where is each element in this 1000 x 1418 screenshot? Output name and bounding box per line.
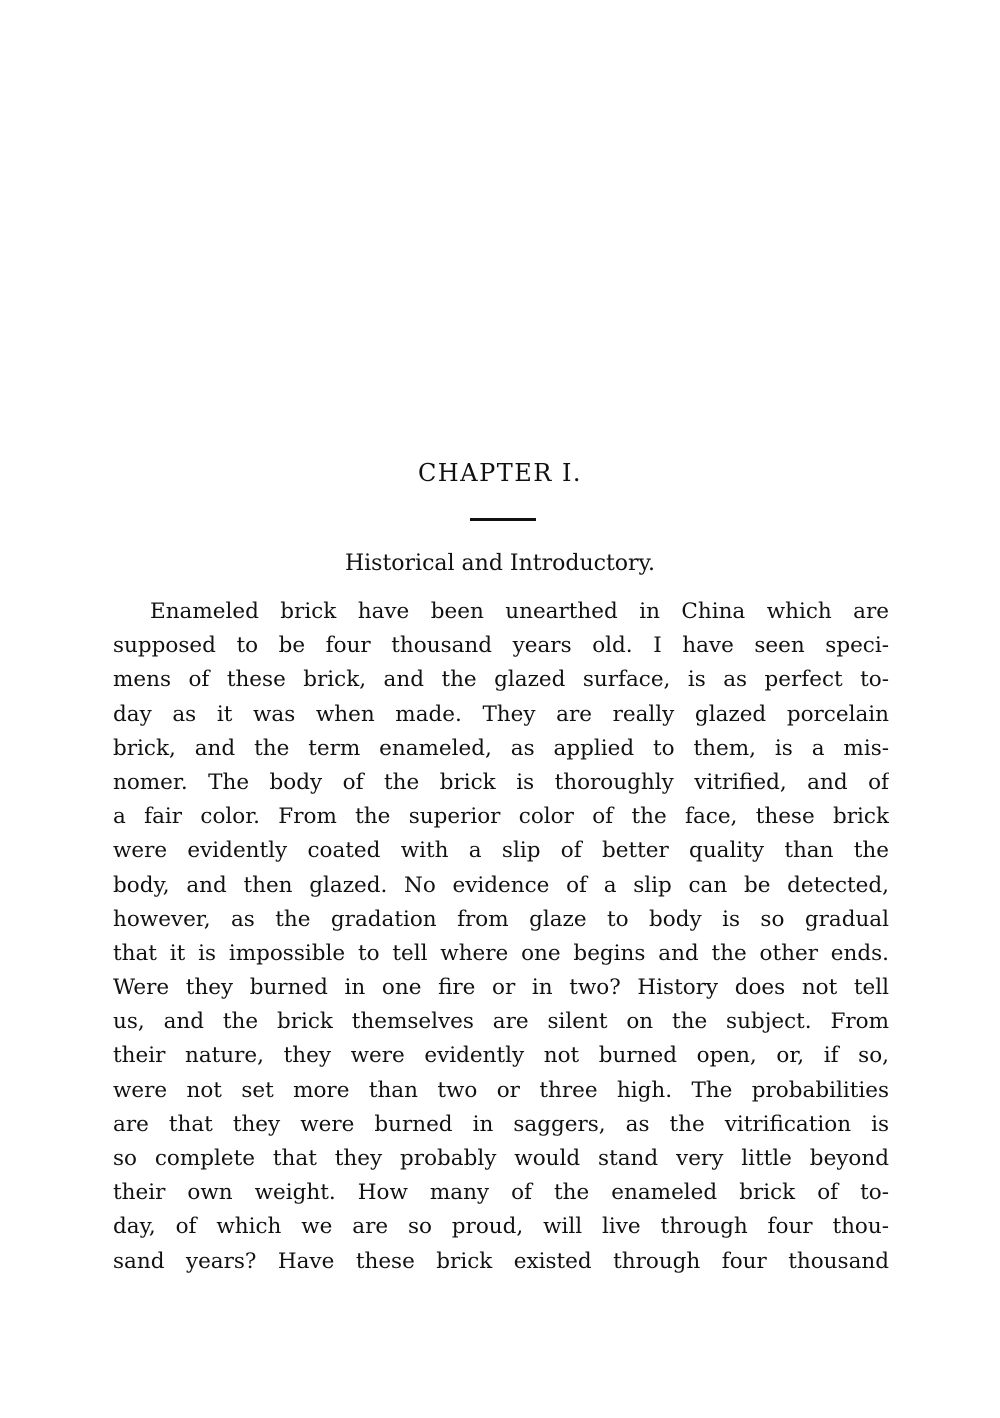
text-line: Were they burned in one fire or in two? History does not tell bbox=[113, 975, 889, 1001]
chapter-title: Historical and Introductory. bbox=[344, 551, 656, 576]
text-line: body, and then glazed. No evidence of a slip can be detected, bbox=[113, 872, 889, 898]
text-line: nomer. The body of the brick is thoroughly vitrified, and of bbox=[113, 769, 889, 795]
text-line: so complete that they probably would stand very little beyond bbox=[113, 1146, 889, 1171]
text-line: their nature, they were evidently not burned open, or, if so, bbox=[113, 1043, 889, 1069]
text-line: were not set more than two or three high. The probabilities bbox=[113, 1077, 889, 1103]
text-line: Enameled brick have been unearthed in China which are bbox=[150, 599, 889, 624]
text-line: us, and the brick themselves are silent on the subject. From bbox=[113, 1009, 889, 1035]
text-line: day, of which we are so proud, will live through four thou- bbox=[113, 1214, 889, 1240]
text-line: a fair color. From the superior color of the face, these brick bbox=[113, 804, 889, 830]
text-line: however, as the gradation from glaze to body is so gradual bbox=[113, 906, 889, 932]
text-line: were evidently coated with a slip of better quality than the bbox=[113, 838, 889, 864]
text-line: sand years? Have these brick existed through four thousand bbox=[113, 1248, 889, 1274]
text-line: mens of these brick, and the glazed surface, is as perfect to- bbox=[113, 667, 889, 693]
text-line: their own weight. How many of the enameled brick of to- bbox=[113, 1180, 889, 1206]
text-line: that it is impossible to tell where one begins and the other ends. bbox=[113, 940, 889, 966]
text-line: are that they were burned in saggers, as the vitrification is bbox=[113, 1111, 889, 1137]
text-line: supposed to be four thousand years old. I have seen speci- bbox=[113, 633, 889, 659]
text-line: brick, and the term enameled, as applied to them, is a mis- bbox=[113, 735, 889, 761]
heading-divider bbox=[470, 518, 536, 521]
text-line: day as it was when made. They are really glazed porcelain bbox=[113, 701, 889, 727]
chapter-heading: CHAPTER I. bbox=[417, 459, 583, 487]
body-paragraph bbox=[113, 595, 889, 1279]
